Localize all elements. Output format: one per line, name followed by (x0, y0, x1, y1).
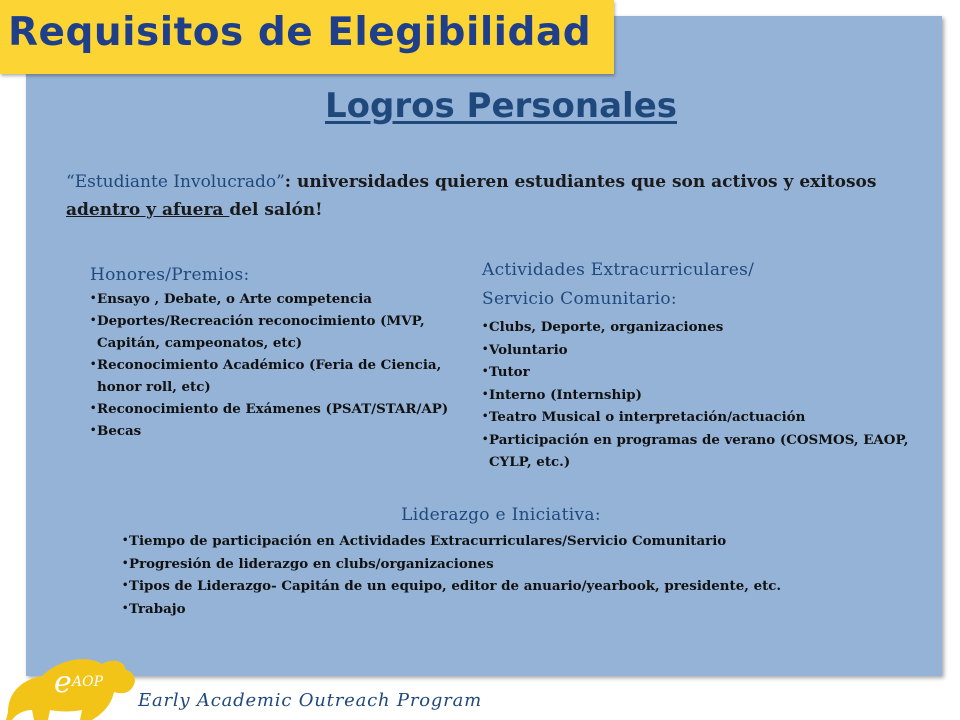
list-item: • Ensayo , Debate, o Arte competencia (90, 288, 450, 310)
list-item: • Trabajo (122, 598, 922, 621)
honores-list (90, 288, 450, 442)
logo-text-aop: AOP (72, 674, 104, 690)
eaop-bear-logo-icon (2, 650, 152, 720)
actividades-heading (482, 256, 942, 314)
footer-program-name: Early Academic Outreach Program (138, 690, 482, 711)
logo-text-e: e (54, 665, 72, 700)
liderazgo-heading: Liderazgo e Iniciativa: (401, 505, 601, 525)
actividades-heading-line2: Servicio Comunitario: (482, 289, 677, 309)
liderazgo-list (122, 530, 922, 620)
list-item: • Tiempo de participación en Actividades Extracurriculares/Servicio Comunitario (122, 530, 922, 553)
list-item: • Tipos de Liderazgo- Capitán de un equipo, editor de anuario/yearbook, presidente, etc. (122, 575, 922, 598)
list-item: • Reconocimiento de Exámenes (PSAT/STAR/AP) (90, 398, 450, 420)
intro-underlined: adentro y afuera (66, 200, 230, 220)
list-item: • Participación en programas de verano (COSMOS, EAOP, CYLP, etc.) (482, 429, 942, 474)
list-item: • Progresión de liderazgo en clubs/organizaciones (122, 553, 922, 576)
liderazgo-section (122, 530, 922, 620)
title-banner (0, 0, 614, 74)
list-item: • Voluntario (482, 339, 942, 362)
actividades-section (482, 256, 942, 474)
actividades-list (482, 316, 942, 474)
honores-section (90, 262, 450, 442)
list-item: • Interno (Internship) (482, 384, 942, 407)
page-title: Requisitos de Elegibilidad (8, 10, 592, 55)
list-item: • Clubs, Deporte, organizaciones (482, 316, 942, 339)
intro-paragraph (66, 168, 936, 224)
intro-quote: “Estudiante Involucrado” (66, 172, 285, 192)
list-item: • Deportes/Recreación reconocimiento (MVP, Capitán, campeonatos, etc) (90, 310, 450, 354)
honores-heading: Honores/Premios: (90, 265, 250, 285)
list-item: • Teatro Musical o interpretación/actuación (482, 406, 942, 429)
list-item: • Reconocimiento Académico (Feria de Ciencia, honor roll, etc) (90, 354, 450, 398)
intro-text-2: del salón! (229, 200, 323, 220)
list-item: • Becas (90, 420, 450, 442)
list-item: • Tutor (482, 361, 942, 384)
intro-text-1: : universidades quieren estudiantes que son activos y exitosos (284, 172, 877, 192)
actividades-heading-line1: Actividades Extracurriculares/ (482, 260, 755, 280)
section-heading: Logros Personales (324, 86, 677, 126)
